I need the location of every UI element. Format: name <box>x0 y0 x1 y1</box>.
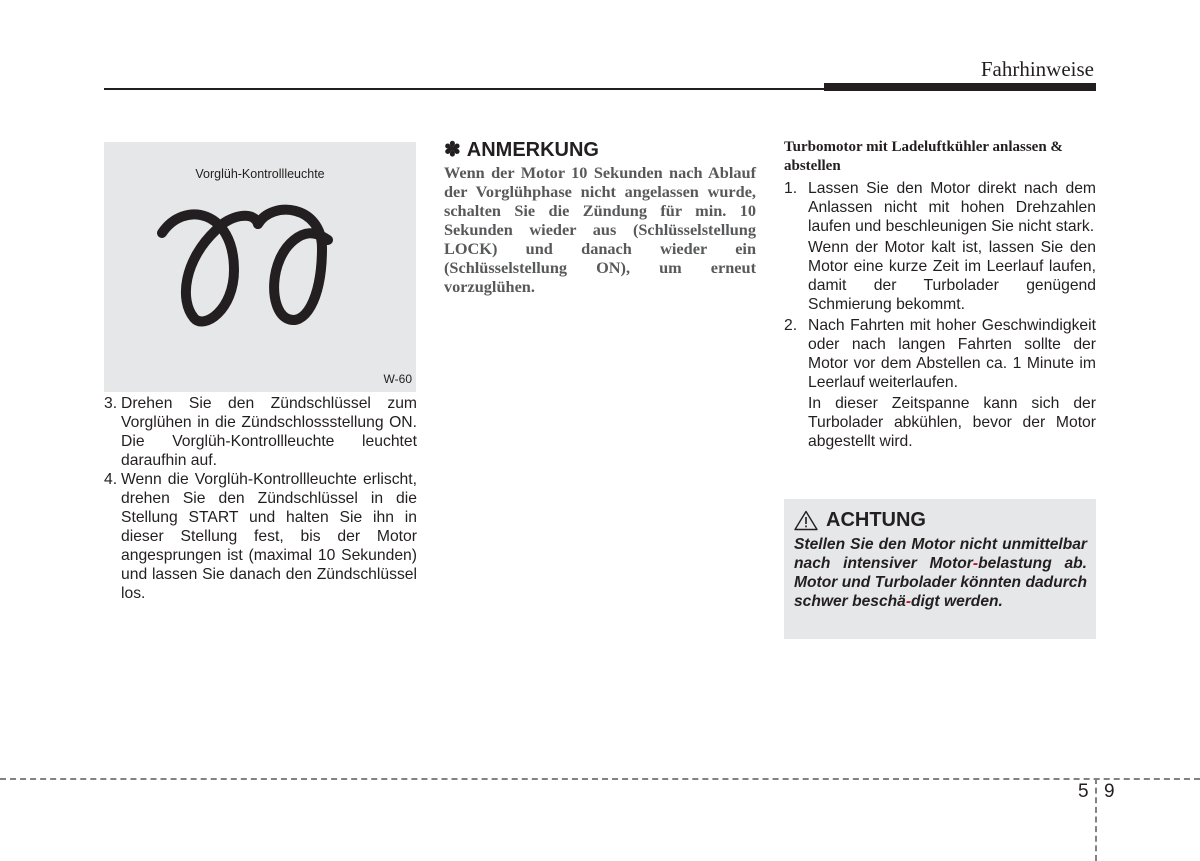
figure-code: W-60 <box>383 372 412 386</box>
note-body: Wenn der Motor 10 Sekunden nach Ablauf der Vorglühphase nicht angelassen wurde, schalten Sie die Zündung für min. 10 Sekunden wieder aus (Schlüsselstellung LOCK) und danach wieder ein (Schlüsselstellung ON), um erneut vorzuglühen. <box>444 163 756 296</box>
list-text: Lassen Sie den Motor direkt nach dem Anlassen nicht mit hohen Drehzahlen laufen und beschleunigen Sie nicht stark. <box>808 180 1096 235</box>
turbo-steps-list <box>784 179 1096 451</box>
ignition-steps-list <box>104 394 417 603</box>
list-text: Nach Fahrten mit hoher Geschwindigkeit oder nach langen Fahrten sollte der Motor vor dem Abstellen ca. 1 Minute im Leerlauf weiterlaufen. <box>808 317 1096 391</box>
list-item <box>784 179 1096 314</box>
glow-plug-coil-icon <box>154 200 334 328</box>
list-text: Wenn die Vorglüh-Kontrollleuchte erlischt, drehen Sie den Zündschlüssel in die Stellung START und halten Sie ihn in dieser Stellung fest, bis der Motor angesprungen ist (maximal 10 Sekunden) und lassen Sie danach den Zündschlüssel los. <box>121 471 417 602</box>
warning-light-illustration <box>104 142 416 392</box>
asterisk-icon: ✽ <box>444 139 461 161</box>
list-number: 3. <box>104 395 118 412</box>
caution-heading <box>794 509 926 532</box>
caution-text: Stellen Sie den Motor nicht unmittelbar nach intensiver Motor-belastung ab. Motor und Turbolader könnten dadurch schwer beschä-digt werden. <box>794 536 1088 610</box>
header-rule <box>104 88 824 90</box>
list-number: 4. <box>104 471 118 488</box>
page-number: 9 <box>1104 781 1115 802</box>
list-item <box>104 470 417 603</box>
footer-divider <box>0 778 1200 780</box>
section-title: Turbomotor mit Ladeluftkühler anlassen & abstellen <box>784 139 1063 174</box>
figure-caption: Vorglüh-Kontrollleuchte <box>195 167 325 181</box>
list-number: 1. <box>784 180 798 197</box>
list-number: 2. <box>784 317 798 334</box>
note-heading <box>444 137 599 162</box>
list-item <box>104 394 417 470</box>
list-subparagraph: In dieser Zeitspanne kann sich der Turbolader abkühlen, bevor der Motor abgestellt wird. <box>808 395 1096 450</box>
note-heading-text: ANMERKUNG <box>466 139 599 161</box>
list-text: Drehen Sie den Zündschlüssel zum Vorglühen in die Zündschlossstellung ON. Die Vorglüh-Kontrollleuchte leuchtet daraufhin auf. <box>121 395 417 469</box>
header-rule-accent <box>824 83 1096 91</box>
list-item <box>784 316 1096 451</box>
caution-box <box>784 499 1096 639</box>
warning-triangle-icon <box>794 510 818 531</box>
page-header-title: Fahrhinweise <box>980 57 1094 81</box>
caution-heading-text: ACHTUNG <box>826 509 926 531</box>
chapter-number: 5 <box>1078 781 1089 802</box>
list-subparagraph: Wenn der Motor kalt ist, lassen Sie den Motor eine kurze Zeit im Leerlauf laufen, damit der Turbolader genügend Schmierung bekommt. <box>808 239 1096 313</box>
footer-vertical-divider <box>1095 778 1097 861</box>
